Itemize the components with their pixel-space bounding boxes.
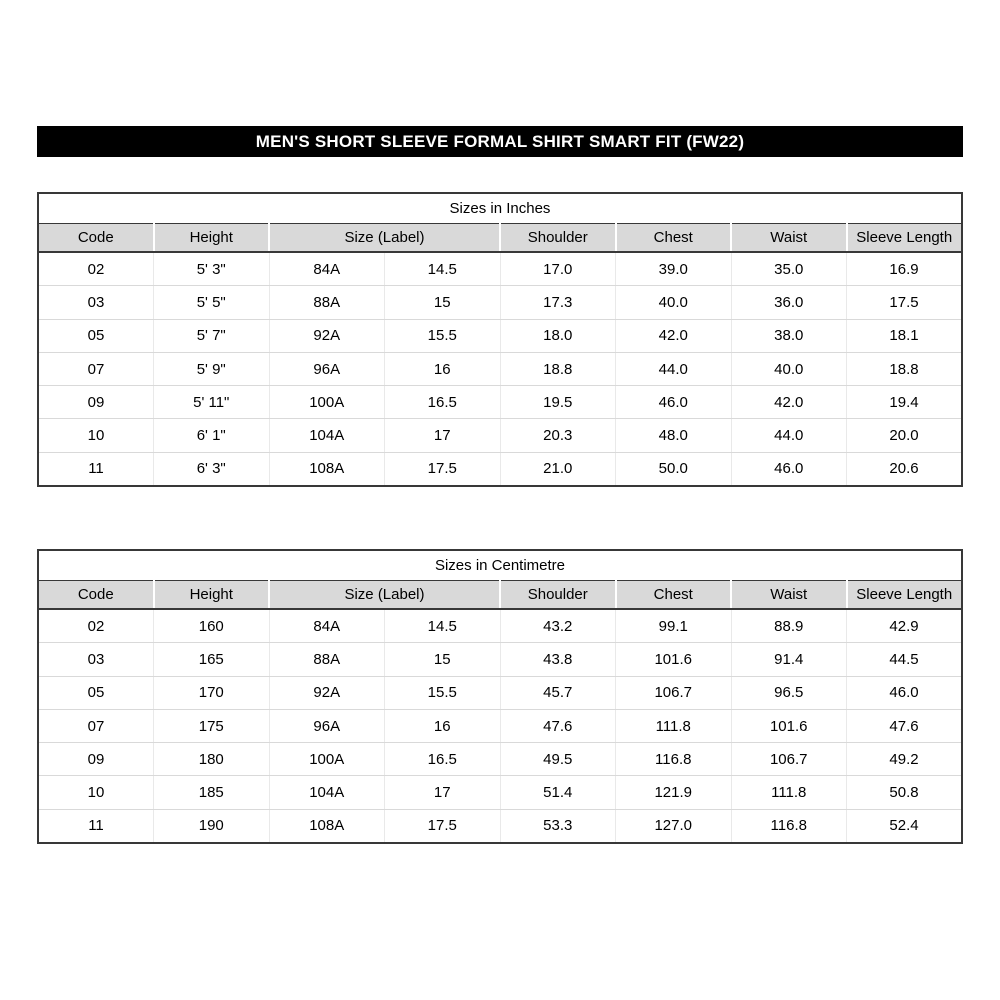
table-cell: 20.6 — [847, 452, 963, 486]
table-row — [38, 452, 962, 486]
table-cell: 46.0 — [616, 386, 732, 419]
table-cell: 111.8 — [616, 709, 732, 742]
table-cell: 175 — [154, 709, 270, 742]
column-header-waist: Waist — [731, 224, 847, 253]
table-cell: 16 — [385, 709, 501, 742]
table-cell: 15.5 — [385, 676, 501, 709]
table-cell: 39.0 — [616, 252, 732, 286]
table-cell: 07 — [38, 709, 154, 742]
column-header-sleeve-length: Sleeve Length — [847, 581, 963, 610]
table-cell: 17.3 — [500, 286, 616, 319]
column-header-size-label: Size (Label) — [269, 581, 500, 610]
table-cell: 106.7 — [616, 676, 732, 709]
table-cell: 5' 11" — [154, 386, 270, 419]
table-cell: 40.0 — [616, 286, 732, 319]
table-cell: 52.4 — [847, 809, 963, 843]
table-cell: 53.3 — [500, 809, 616, 843]
table-cell: 108A — [269, 809, 385, 843]
table-cell: 92A — [269, 319, 385, 352]
table-cell: 45.7 — [500, 676, 616, 709]
table-cell: 116.8 — [731, 809, 847, 843]
table-cell: 165 — [154, 643, 270, 676]
table-cell: 100A — [269, 386, 385, 419]
table-cell: 42.9 — [847, 609, 963, 643]
table-cell: 35.0 — [731, 252, 847, 286]
table-cell: 16.5 — [385, 743, 501, 776]
table-cell: 02 — [38, 252, 154, 286]
table-cell: 42.0 — [731, 386, 847, 419]
table-cell: 116.8 — [616, 743, 732, 776]
table-cell: 44.5 — [847, 643, 963, 676]
table-cell: 43.8 — [500, 643, 616, 676]
table-cell: 11 — [38, 809, 154, 843]
table-row — [38, 319, 962, 352]
table-cell: 09 — [38, 386, 154, 419]
table-cell: 5' 5" — [154, 286, 270, 319]
table-cell: 21.0 — [500, 452, 616, 486]
table-cell: 49.2 — [847, 743, 963, 776]
table-header-row — [38, 581, 962, 610]
table-cell: 19.5 — [500, 386, 616, 419]
table-cell: 6' 1" — [154, 419, 270, 452]
table-row — [38, 286, 962, 319]
table-cell: 44.0 — [731, 419, 847, 452]
table-row — [38, 676, 962, 709]
table-cell: 09 — [38, 743, 154, 776]
table-cell: 15.5 — [385, 319, 501, 352]
table-cell: 05 — [38, 319, 154, 352]
table-title-row — [38, 550, 962, 581]
table-cell: 108A — [269, 452, 385, 486]
column-header-height: Height — [154, 581, 270, 610]
table-cell: 44.0 — [616, 352, 732, 385]
column-header-code: Code — [38, 224, 154, 253]
table-cell: 40.0 — [731, 352, 847, 385]
column-header-height: Height — [154, 224, 270, 253]
column-header-waist: Waist — [731, 581, 847, 610]
table-cell: 50.0 — [616, 452, 732, 486]
column-header-size-label: Size (Label) — [269, 224, 500, 253]
table-cell: 84A — [269, 609, 385, 643]
table-cell: 46.0 — [847, 676, 963, 709]
table-cell: 160 — [154, 609, 270, 643]
table-cell: 43.2 — [500, 609, 616, 643]
table-cell: 101.6 — [616, 643, 732, 676]
table-cell: 100A — [269, 743, 385, 776]
table-cell: 16.9 — [847, 252, 963, 286]
table-cell: 47.6 — [847, 709, 963, 742]
table-cell: 15 — [385, 643, 501, 676]
title-banner — [37, 126, 963, 157]
table-cell: 15 — [385, 286, 501, 319]
table-body-inches — [38, 252, 962, 486]
table-row — [38, 352, 962, 385]
table-cell: 11 — [38, 452, 154, 486]
table-cell: 84A — [269, 252, 385, 286]
table-cell: 05 — [38, 676, 154, 709]
table-title: Sizes in Centimetre — [38, 550, 962, 581]
table-cell: 36.0 — [731, 286, 847, 319]
table-cell: 18.8 — [847, 352, 963, 385]
column-header-shoulder: Shoulder — [500, 581, 616, 610]
column-header-chest: Chest — [616, 224, 732, 253]
table-cell: 07 — [38, 352, 154, 385]
table-cell: 17.5 — [385, 452, 501, 486]
table-row — [38, 743, 962, 776]
table-title: Sizes in Inches — [38, 193, 962, 224]
table-cell: 170 — [154, 676, 270, 709]
table-cell: 104A — [269, 776, 385, 809]
column-header-sleeve-length: Sleeve Length — [847, 224, 963, 253]
table-row — [38, 386, 962, 419]
column-header-code: Code — [38, 581, 154, 610]
table-cell: 46.0 — [731, 452, 847, 486]
table-cell: 03 — [38, 643, 154, 676]
table-cell: 16.5 — [385, 386, 501, 419]
table-cell: 5' 3" — [154, 252, 270, 286]
page-title: MEN'S SHORT SLEEVE FORMAL SHIRT SMART FIT (FW22) — [255, 131, 745, 151]
table-cell: 111.8 — [731, 776, 847, 809]
table-cell: 88A — [269, 286, 385, 319]
table-cell: 51.4 — [500, 776, 616, 809]
table-cell: 5' 9" — [154, 352, 270, 385]
table-cell: 42.0 — [616, 319, 732, 352]
table-cell: 96.5 — [731, 676, 847, 709]
table-cell: 190 — [154, 809, 270, 843]
table-row — [38, 609, 962, 643]
table-cell: 47.6 — [500, 709, 616, 742]
table-cell: 20.3 — [500, 419, 616, 452]
column-header-shoulder: Shoulder — [500, 224, 616, 253]
table-cell: 17.5 — [847, 286, 963, 319]
table-cell: 88.9 — [731, 609, 847, 643]
table-cell: 92A — [269, 676, 385, 709]
table-cell: 03 — [38, 286, 154, 319]
table-cell: 18.8 — [500, 352, 616, 385]
table-cell: 91.4 — [731, 643, 847, 676]
table-cell: 5' 7" — [154, 319, 270, 352]
table-cell: 10 — [38, 419, 154, 452]
table-cell: 104A — [269, 419, 385, 452]
table-cell: 14.5 — [385, 252, 501, 286]
table-cell: 88A — [269, 643, 385, 676]
table-cell: 96A — [269, 352, 385, 385]
table-cell: 17.5 — [385, 809, 501, 843]
table-cell: 6' 3" — [154, 452, 270, 486]
table-cell: 106.7 — [731, 743, 847, 776]
table-row — [38, 809, 962, 843]
column-header-chest: Chest — [616, 581, 732, 610]
table-title-row — [38, 193, 962, 224]
table-cell: 16 — [385, 352, 501, 385]
table-row — [38, 709, 962, 742]
size-table-centimetre — [37, 549, 963, 844]
size-table-inches — [37, 192, 963, 487]
table-cell: 02 — [38, 609, 154, 643]
table-cell: 49.5 — [500, 743, 616, 776]
table-cell: 96A — [269, 709, 385, 742]
table-row — [38, 419, 962, 452]
table-row — [38, 776, 962, 809]
table-cell: 17.0 — [500, 252, 616, 286]
table-row — [38, 252, 962, 286]
table-cell: 17 — [385, 776, 501, 809]
table-cell: 99.1 — [616, 609, 732, 643]
table-header-row — [38, 224, 962, 253]
table-cell: 121.9 — [616, 776, 732, 809]
table-cell: 18.0 — [500, 319, 616, 352]
table-cell: 48.0 — [616, 419, 732, 452]
table-cell: 10 — [38, 776, 154, 809]
table-cell: 14.5 — [385, 609, 501, 643]
table-cell: 20.0 — [847, 419, 963, 452]
table-cell: 50.8 — [847, 776, 963, 809]
table-cell: 180 — [154, 743, 270, 776]
table-cell: 19.4 — [847, 386, 963, 419]
table-cell: 17 — [385, 419, 501, 452]
table-cell: 38.0 — [731, 319, 847, 352]
table-cell: 185 — [154, 776, 270, 809]
table-body-centimetre — [38, 609, 962, 843]
table-cell: 101.6 — [731, 709, 847, 742]
table-row — [38, 643, 962, 676]
table-cell: 18.1 — [847, 319, 963, 352]
table-cell: 127.0 — [616, 809, 732, 843]
